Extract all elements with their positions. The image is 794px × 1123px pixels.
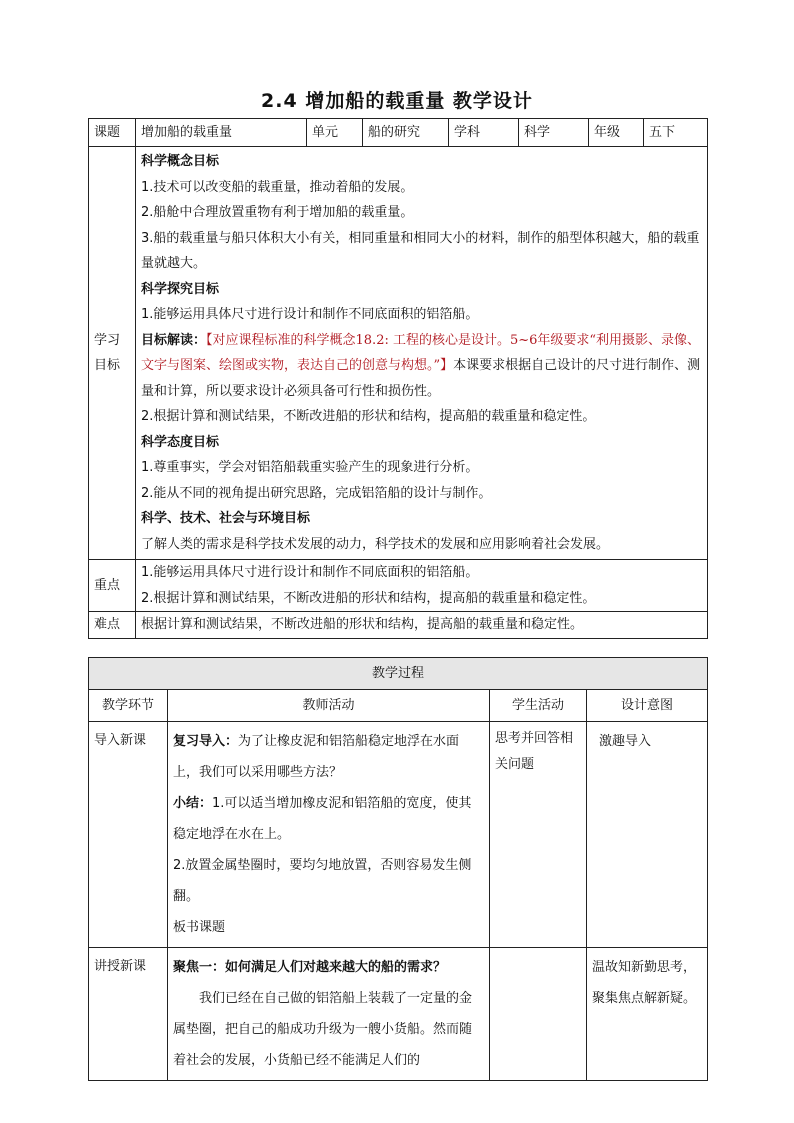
sts-item: 了解人类的需求是科学技术发展的动力，科学技术的发展和应用影响着社会发展。 xyxy=(141,536,610,552)
objectives-row xyxy=(89,147,708,560)
key-point-item: 1.能够运用具体尺寸进行设计和制作不同底面积的铝箔船。 xyxy=(141,565,479,580)
sts-heading: 科学、技术、社会与环境目标 xyxy=(141,511,311,526)
unit-value: 船的研究 xyxy=(363,119,449,147)
grade-label: 年级 xyxy=(589,119,644,147)
focus-question: 聚焦一：如何满足人们对越来越大的船的需求？ xyxy=(173,960,447,975)
objectives-content xyxy=(136,147,708,560)
difficulty-row xyxy=(89,612,708,639)
process-row-intro xyxy=(89,722,708,948)
inquiry-heading: 科学探究目标 xyxy=(141,281,220,297)
column-header: 教学环节 xyxy=(89,690,168,722)
topic-label: 课题 xyxy=(89,119,136,147)
summary-point: 2.放置金属垫圈时，要均匀地放置，否则容易发生侧翻。 xyxy=(173,858,472,904)
key-points-content xyxy=(136,560,708,612)
column-header: 教师活动 xyxy=(168,690,490,722)
key-point-item: 2.根据计算和测试结果，不断改进船的形状和结构，提高船的载重量和稳定性。 xyxy=(141,590,596,606)
interpret-standard-text: 【对应课程标准的科学概念18.2: 工程的核心是设计。5~6年级要求“利用摄影、录像、文字与图案、绘图或实物，表达自己的创意与构想。”】 xyxy=(141,332,701,373)
student-activity xyxy=(490,948,587,1081)
info-row xyxy=(89,119,708,147)
concept-item: 2.船舱中合理放置重物有利于增加船的载重量。 xyxy=(141,205,414,220)
column-header: 学生活动 xyxy=(490,690,587,722)
design-intent: 温故知新勤思考，聚集焦点解新疑。 xyxy=(587,948,708,1081)
objectives-label-line2: 目标 xyxy=(94,358,121,373)
subject-value: 科学 xyxy=(519,119,589,147)
review-text: 为了让橡皮泥和铝箔船稳定地浮在水面上，我们可以采用哪些方法？ xyxy=(173,734,460,780)
lesson-info-table xyxy=(88,118,708,639)
process-title: 教学过程 xyxy=(89,658,708,690)
student-activity: 思考并回答相关问题 xyxy=(490,722,587,948)
summary-text: 1.可以适当增加橡皮泥和铝箔船的宽度，使其稳定地浮在水在上。 xyxy=(173,796,472,842)
interpret-label: 目标解读： xyxy=(141,332,207,348)
difficulty-text: 根据计算和测试结果，不断改进船的形状和结构，提高船的载重量和稳定性。 xyxy=(136,612,708,639)
unit-label: 单元 xyxy=(307,119,363,147)
key-points-row xyxy=(89,560,708,612)
process-header-row xyxy=(89,690,708,722)
teacher-activity xyxy=(168,722,490,948)
lesson-paragraph: 我们已经在自己做的铝箔船上装载了一定量的金属垫圈，把自己的船成功升级为一艘小货船。然而随着社会的发展，小货船已经不能满足人们的 xyxy=(173,991,473,1068)
concept-heading: 科学概念目标 xyxy=(141,154,220,169)
teacher-activity xyxy=(168,948,490,1081)
design-intent: 激趣导入 xyxy=(587,722,708,948)
board-note: 板书课题 xyxy=(173,920,226,935)
teaching-process-table xyxy=(88,657,708,1081)
grade-value: 五下 xyxy=(644,119,708,147)
column-header: 设计意图 xyxy=(587,690,708,722)
concept-item: 3.船的载重量与船只体积大小有关，相同重量和相同大小的材料，制作的船型体积越大，船的载重量就越大。 xyxy=(141,230,700,271)
concept-item: 1.技术可以改变船的载重量，推动着船的发展。 xyxy=(141,179,414,195)
inquiry-item: 1.能够运用具体尺寸进行设计和制作不同底面积的铝箔船。 xyxy=(141,307,479,322)
objectives-label xyxy=(89,147,136,560)
document-title: 2.4 增加船的载重量 教学设计 xyxy=(261,90,533,112)
key-points-label: 重点 xyxy=(89,560,136,612)
process-row-new-lesson xyxy=(89,948,708,1081)
objective-interpretation xyxy=(141,328,702,405)
attitude-item: 2.能从不同的视角提出研究思路，完成铝箔船的设计与制作。 xyxy=(141,485,492,501)
review-label: 复习导入： xyxy=(173,734,239,749)
stage-cell: 讲授新课 xyxy=(89,948,168,1081)
attitude-heading: 科学态度目标 xyxy=(141,434,220,450)
stage-cell: 导入新课 xyxy=(89,722,168,948)
interpret-text: 本课要求根据自己设计的尺寸进行制作、测量和计算，所以要求设计必须具备可行性和损伤性。 xyxy=(141,358,701,399)
subject-label: 学科 xyxy=(449,119,519,147)
difficulty-label: 难点 xyxy=(89,612,136,639)
topic-value: 增加船的载重量 xyxy=(136,119,307,147)
attitude-item: 1.尊重事实，学会对铝箔船载重实验产生的现象进行分析。 xyxy=(141,460,479,475)
inquiry-item: 2.根据计算和测试结果，不断改进船的形状和结构，提高船的载重量和稳定性。 xyxy=(141,409,596,424)
summary-label: 小结： xyxy=(173,796,213,811)
objectives-label-line1: 学习 xyxy=(94,332,121,348)
